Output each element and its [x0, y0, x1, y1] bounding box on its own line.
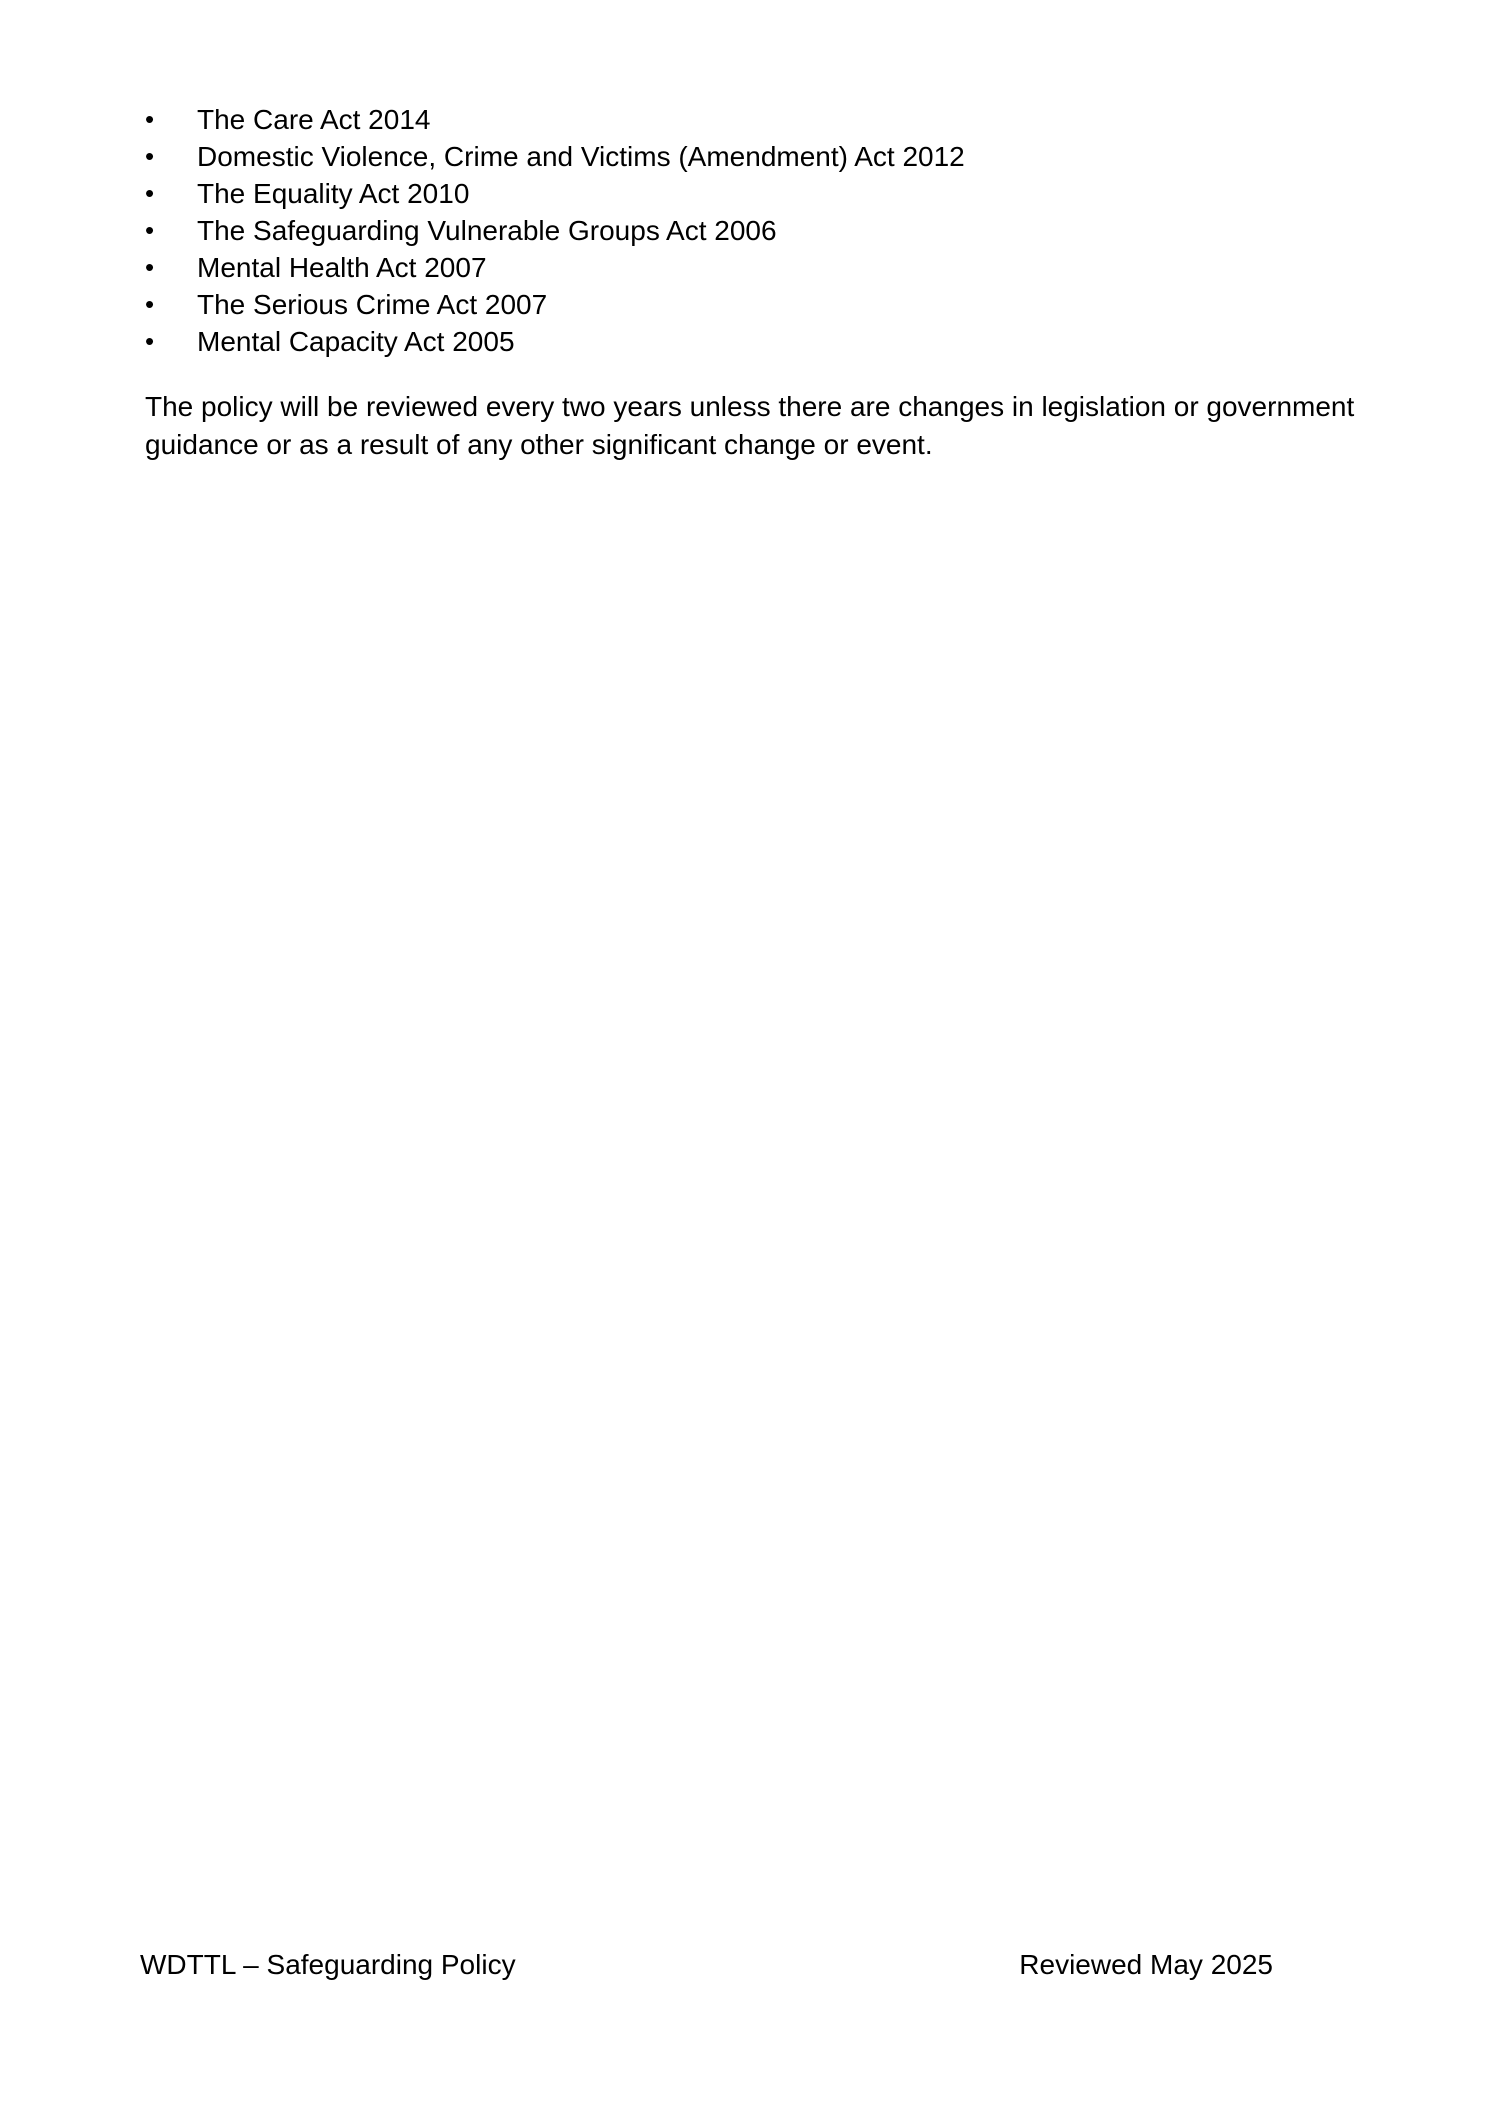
list-item-text: Domestic Violence, Crime and Victims (Amendment) Act 2012: [197, 141, 965, 172]
list-item: [145, 286, 1370, 323]
bullet-icon: •: [145, 104, 155, 134]
list-item-text: Mental Capacity Act 2005: [197, 326, 515, 357]
list-item-text: The Safeguarding Vulnerable Groups Act 2006: [197, 215, 777, 246]
bullet-icon: •: [145, 178, 155, 208]
list-item-text: The Serious Crime Act 2007: [197, 289, 548, 320]
list-item: [145, 323, 1370, 360]
list-item: [145, 249, 1370, 286]
list-item: [145, 101, 1370, 138]
footer-review-date: Reviewed May 2025: [1019, 1949, 1273, 1980]
page-footer: [140, 1946, 1273, 1983]
list-item-text: Mental Health Act 2007: [197, 252, 487, 283]
list-item: [145, 175, 1370, 212]
bullet-icon: •: [145, 215, 155, 245]
list-item-text: The Care Act 2014: [197, 104, 431, 135]
bullet-icon: •: [145, 289, 155, 319]
bullet-icon: •: [145, 141, 155, 171]
page-body: [145, 101, 1370, 464]
review-paragraph: The policy will be reviewed every two years unless there are changes in legislation or government guidance or as a result of any other significant change or event.: [145, 391, 1355, 460]
list-item: [145, 138, 1370, 175]
legislation-list: [145, 101, 1370, 360]
list-item-text: The Equality Act 2010: [197, 178, 470, 209]
bullet-icon: •: [145, 326, 155, 356]
footer-document-title: WDTTL – Safeguarding Policy: [140, 1949, 516, 1980]
bullet-icon: •: [145, 252, 155, 282]
list-item: [145, 212, 1370, 249]
